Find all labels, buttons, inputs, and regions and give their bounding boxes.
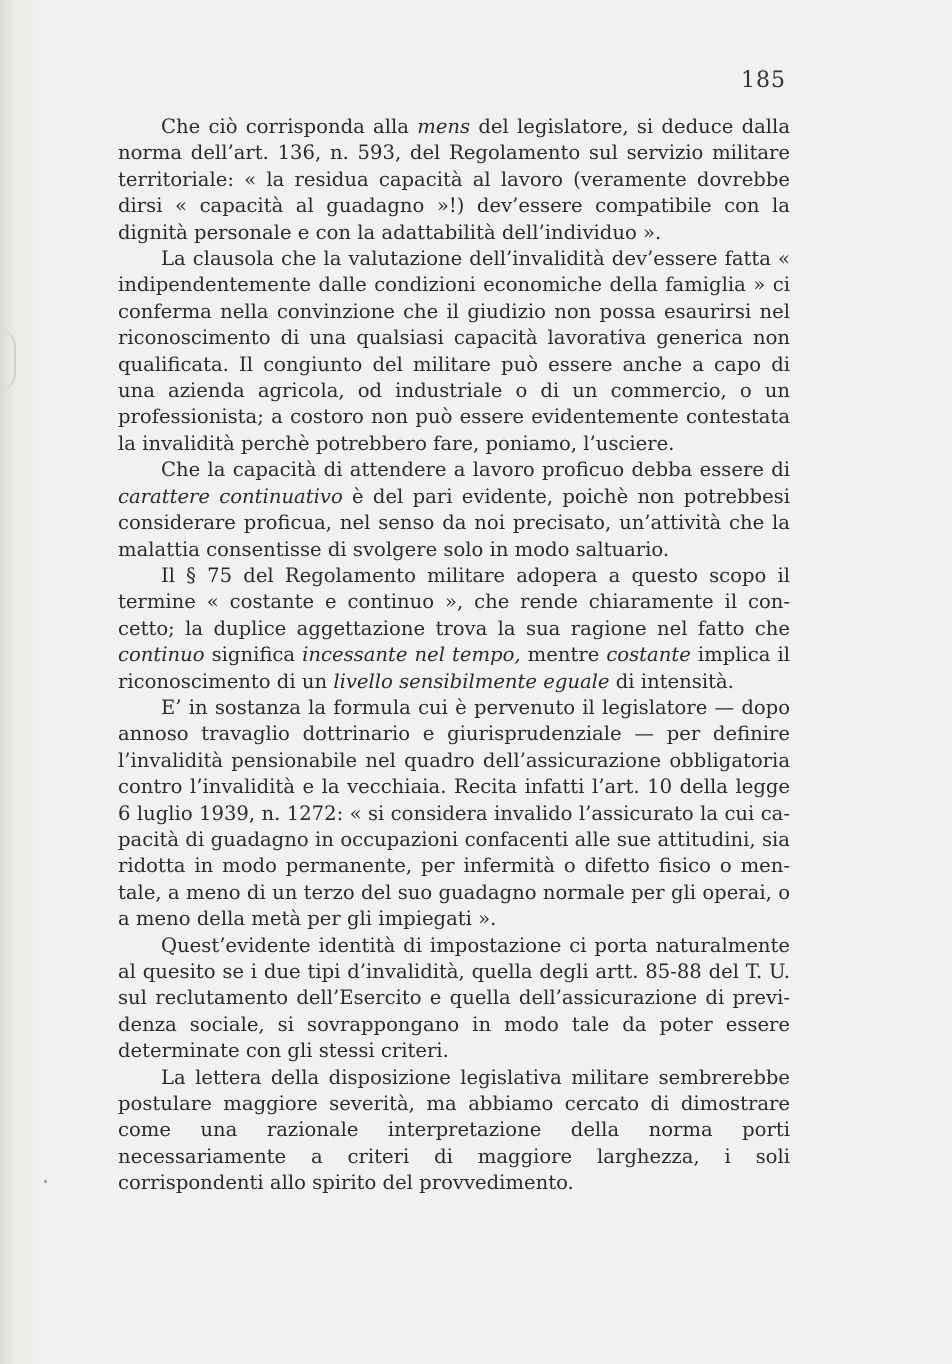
italic-text: mens (417, 115, 471, 138)
text-run: del legislatore, si deduce dalla norma dell’art. 136, n. 593, del Regolamento sul servizio militare territoriale: « la residua capacità al lavoro (veramente dovrebbe dirsi « capacità al guadagno »!) dev’essere compatibile con la dignità personale e con la adattabilità dell’individuo ». (118, 115, 791, 244)
paragraph (118, 246, 790, 457)
text-run: Il § 75 del Regolamento militare adopera a questo scopo il termine « costante e continuo », che rende chiaramente il concetto; la duplice aggettazione trova la sua ragione nel fatto che (118, 563, 790, 640)
text-run: La lettera della disposizione legislativa militare sembrerebbe postulare maggiore severità, ma abbiamo cercato di dimostrare come una razionale interpretazione della norma porti necessariamente a criteri di maggiore larghezza, i soli corrispondenti allo spirito del provvedimento. (118, 1065, 790, 1195)
paragraph (118, 114, 790, 246)
page-edge-mark (0, 330, 16, 390)
text-run: Quest’evidente identità di impostazione ci porta naturalmente al quesito se i due tipi d’invalidità, quella degli artt. 85-88 del T. U. sul reclutamento dell’Esercito e quella dell’assicurazione di previdenza sociale, si sovrappongano in modo tale da poter essere determinate con gli stessi criteri. (118, 933, 790, 1063)
italic-text: carattere continuativo (118, 484, 343, 508)
text-run: Che la capacità di attendere a lavoro proficuo debba essere di (161, 458, 790, 482)
text-run: Che ciò corrisponda alla (161, 115, 418, 138)
paragraph (118, 933, 790, 1065)
text-run: La clausola che la valutazione dell’invalidità dev’essere fatta « indipendentemente dalle condizioni economiche della famiglia » ci conferma nella convinzione che il giudizio non possa esaurirsi nel riconoscimento di una qualsiasi capacità lavorativa generica non qualificata. Il congiunto del militare può essere anche a capo di una azienda agricola, od industriale o di un commercio, o un professionista; a costoro non può essere evidentemente contestata la invalidità perchè potrebbero fare, poniamo, l’usciere. (118, 247, 790, 455)
text-run: implica il riconoscimento di un (118, 643, 790, 693)
italic-text: costante (606, 643, 691, 667)
page-number: 185 (741, 68, 786, 93)
paragraph (118, 563, 790, 695)
italic-text: livello sensibilmente eguale (333, 669, 610, 693)
text-run: significa (204, 643, 303, 667)
text-run: è del pari evidente, poichè non potrebbesi considerare proficua, nel senso da noi precisato, un’attività che la malattia consentisse di svolgere solo in modo saltuario. (118, 484, 790, 561)
text-run: di intensità. (609, 669, 734, 693)
text-run: mentre (520, 643, 607, 667)
paragraph (118, 457, 790, 563)
italic-text: continuo (118, 643, 205, 667)
body-text (118, 114, 790, 1197)
paragraph (118, 695, 790, 933)
paper-speck (44, 1180, 47, 1183)
paragraph (118, 1065, 790, 1197)
text-run: E’ in sostanza la formula cui è pervenuto il legislatore — dopo annoso travaglio dottrinario e giurisprudenziale — per definire l’invalidità pensionabile nel quadro dell’assicurazione obbligatoria contro l’invalidità e la vecchiaia. Recita infatti l’art. 10 della legge 6 luglio 1939, n. 1272: « si considera invalido l’assicurato la cui capacità di guadagno in occupazioni confacenti alle sue attitudini, sia ridotta in modo permanente, per infermità o difetto fisico o mentale, a meno di un terzo del suo guadagno normale per gli operai, o a meno della metà per gli impiegati ». (118, 695, 790, 931)
italic-text: incessante nel tempo, (302, 643, 521, 667)
